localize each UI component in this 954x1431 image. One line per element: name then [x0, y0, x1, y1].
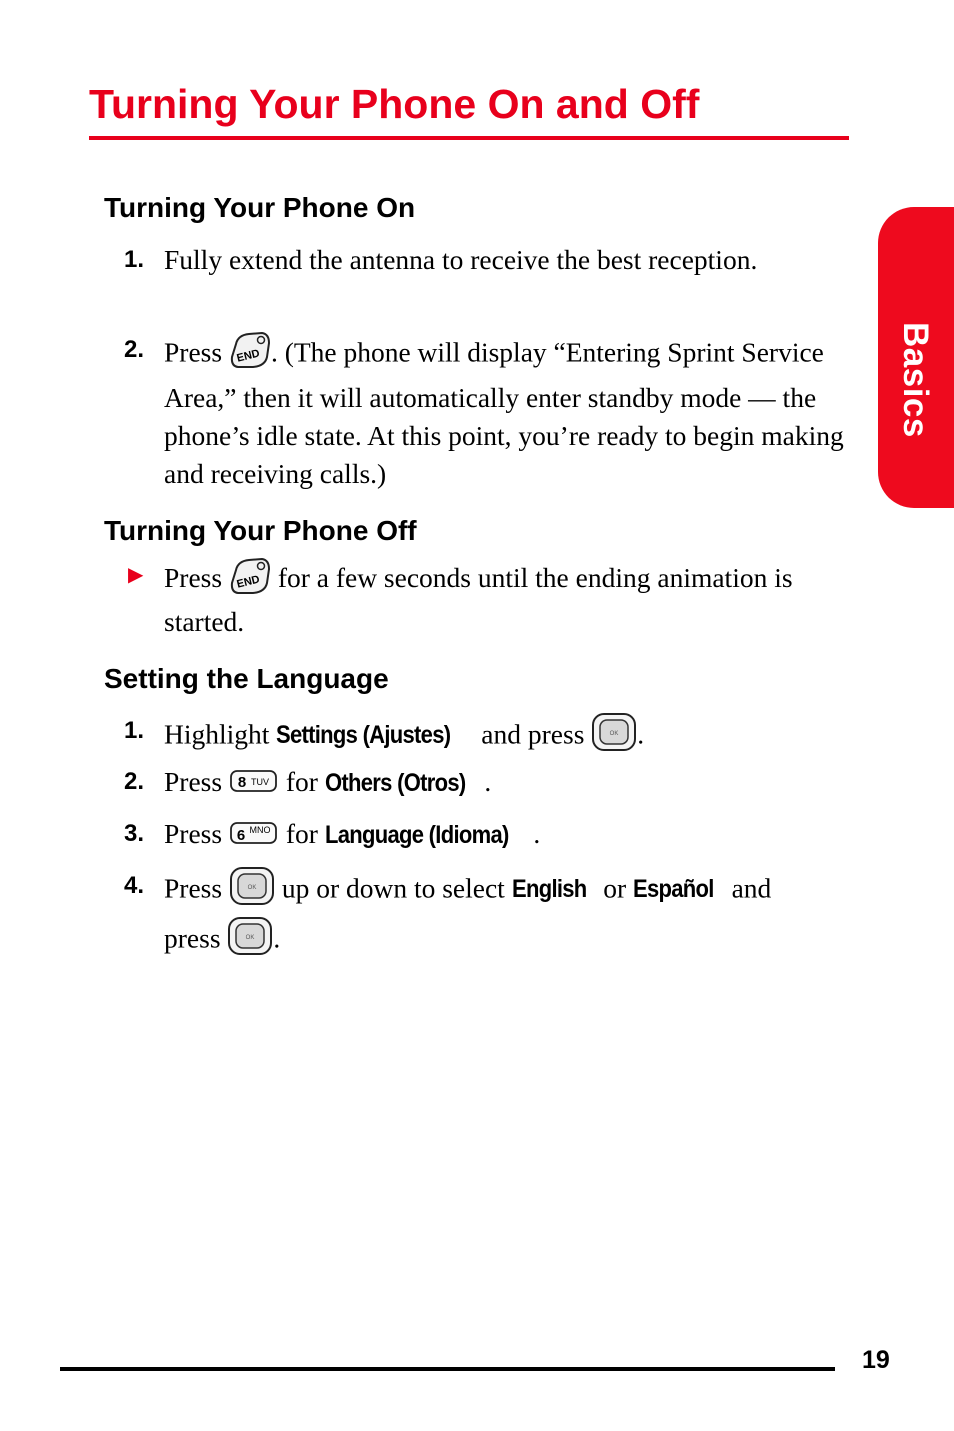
side-tab-label: Basics: [896, 322, 935, 438]
bullet-text-before: Press: [164, 561, 223, 593]
step-text-before: Press: [164, 766, 223, 797]
section-heading-language: Setting the Language: [104, 663, 389, 694]
key-8-tuv-icon: [229, 766, 279, 804]
page-number: 19: [862, 1346, 890, 1374]
step-text-or: or: [603, 872, 627, 904]
svg-text:OK: OK: [247, 885, 257, 891]
nav-key-icon: [229, 866, 275, 916]
step-text-after: .: [533, 818, 541, 849]
step-text-after: .: [484, 766, 492, 797]
step-text-and: and: [731, 872, 772, 904]
step-text-after: .: [637, 718, 645, 750]
step-text-after: .: [273, 922, 281, 954]
end-key-icon: [229, 331, 271, 379]
step-3-language: [124, 815, 854, 856]
step-text-after: . (The phone will display “Entering Sprint Service Area,” then it will automatically enter standby mode — the phone’s idle state. At this point, you’re ready to begin making and receiving calls.): [164, 336, 844, 489]
step-1-language: [124, 712, 854, 762]
section-heading-phone-off: Turning Your Phone Off: [104, 515, 417, 546]
step-2-phone-on: [124, 331, 854, 493]
end-key-icon: [229, 557, 271, 604]
step-text-before: Press: [164, 818, 223, 849]
step-1-phone-on: [124, 241, 854, 279]
step-number: 1.: [124, 246, 145, 273]
page-title: Turning Your Phone On and Off: [89, 81, 700, 127]
step-text-middle: and press: [481, 718, 585, 750]
option-espanol: Español: [633, 875, 714, 904]
step-4-language: [124, 866, 854, 966]
step-text-before: Press: [164, 872, 223, 904]
key-digit: 6: [236, 826, 246, 844]
key-letters: MNO: [249, 824, 271, 835]
key-digit: 8: [237, 773, 247, 791]
step-text-before: Press: [164, 336, 223, 368]
step-number: 3.: [124, 820, 145, 847]
bullet-phone-off: [128, 557, 854, 640]
step-number: 2.: [124, 336, 145, 363]
svg-text:END: END: [235, 347, 261, 365]
svg-text:OK: OK: [246, 935, 255, 941]
menu-item-others: Others (Otros): [324, 769, 466, 797]
step-2-language: [124, 763, 854, 804]
step-number: 1.: [124, 717, 145, 744]
ok-key-icon: [591, 712, 637, 762]
bullet-arrow: ▶: [128, 564, 144, 586]
step-text-before: Highlight: [164, 718, 270, 750]
menu-item-settings: Settings (Ajustes): [276, 721, 451, 750]
key-letters: TUV: [250, 776, 269, 787]
footer-rule: [60, 1367, 835, 1371]
step-text-middle: up or down to select: [281, 872, 505, 904]
title-rule: [89, 136, 849, 140]
step-text: Fully extend the antenna to receive the best reception.: [164, 244, 758, 275]
step-text-middle: for: [285, 818, 318, 849]
section-heading-phone-on: Turning Your Phone On: [104, 192, 416, 223]
step-text-line2: press: [164, 922, 221, 954]
key-6-mno-icon: [229, 818, 279, 856]
menu-item-language: Language (Idioma): [324, 821, 509, 849]
svg-text:END: END: [235, 573, 261, 591]
step-text-middle: for: [285, 766, 318, 797]
step-number: 4.: [124, 872, 145, 899]
option-english: English: [511, 875, 587, 904]
bullet-text-after: for a few seconds until the ending animation is started.: [164, 561, 793, 637]
svg-text:OK: OK: [609, 731, 619, 737]
step-number: 2.: [124, 768, 145, 795]
ok-key-icon: [227, 916, 273, 966]
